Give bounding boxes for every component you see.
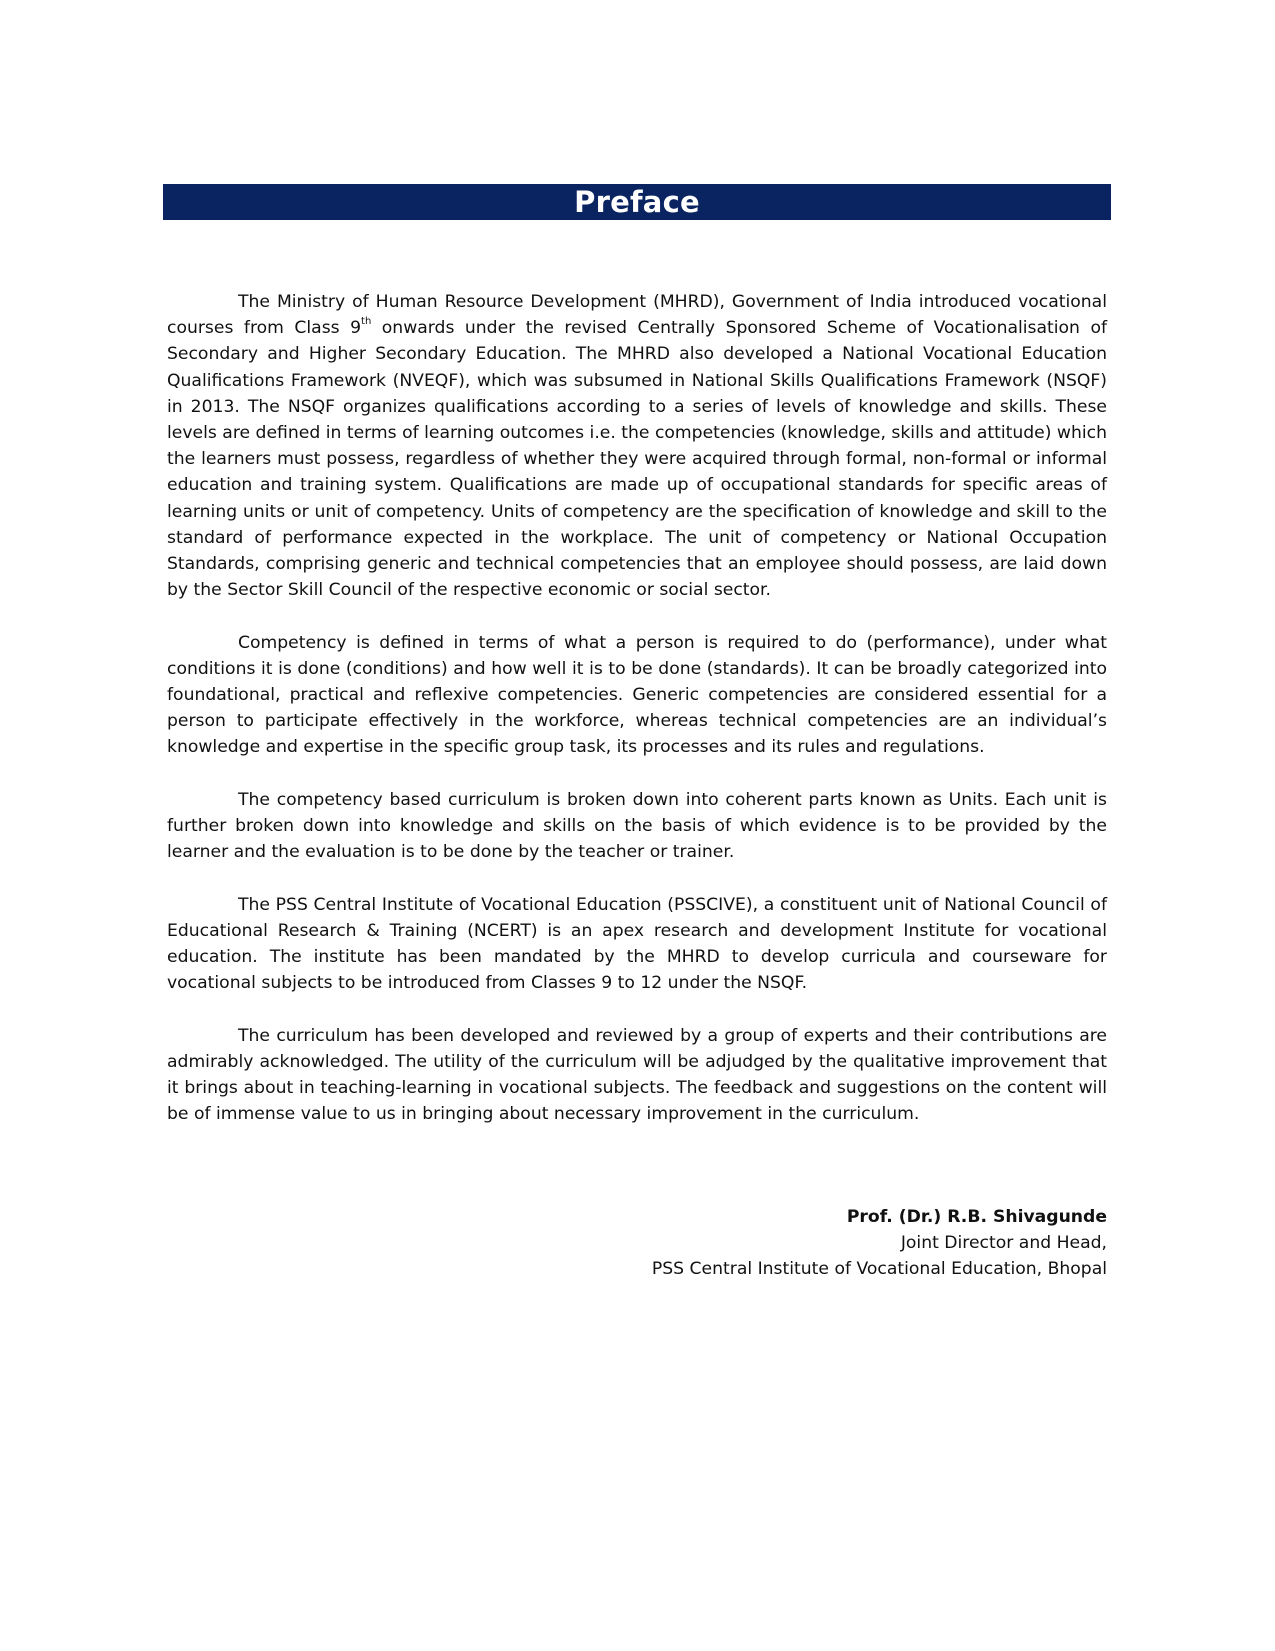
paragraph-3: The competency based curriculum is broken down into coherent parts known as Units. Each unit is further broken down into knowledge and skills on the basis of which evidence is to be provided by the learner and the evaluation is to be done by the teacher or trainer.	[167, 789, 1107, 863]
paragraph-1	[167, 289, 1107, 603]
paragraph-4: The PSS Central Institute of Vocational Education (PSSCIVE), a constituent unit of National Council of Educational Research & Training (NCERT) is an apex research and development Institute for vocational education. The institute has been mandated by the MHRD to develop curricula and courseware for vocational subjects to be introduced from Classes 9 to 12 under the NSQF.	[167, 894, 1107, 994]
paragraph-1-text-end: onwards under the revised Centrally Sponsored Scheme of Vocationalisation of Secondary and Higher Secondary Education. The MHRD also developed a National Vocational Education Qualifications Framework (NVEQF), which was subsumed in National Skills Qualifications Framework (NSQF) in 2013. The NSQF organizes qualifications according to a series of levels of knowledge and skills. These levels are defined in terms of learning outcomes i.e. the competencies (knowledge, skills and attitude) which the learners must possess, regardless of whether they were acquired through formal, non-formal or informal education and training system. Qualifications are made up of occupational standards for specific areas of learning units or unit of competency. Units of competency are the specification of knowledge and skill to the standard of performance expected in the workplace. The unit of competency or National Occupation Standards, comprising generic and technical competencies that an employee should possess, are laid down by the Sector Skill Council of the respective economic or social sector.	[167, 318, 1108, 601]
signatory-designation: Joint Director and Head,	[900, 1233, 1107, 1254]
paragraph-5: The curriculum has been developed and reviewed by a group of experts and their contributions are admirably acknowledged. The utility of the curriculum will be adjudged by the qualitative improvement that it brings about in teaching-learning in vocational subjects. The feedback and suggestions on the content will be of immense value to us in bringing about necessary improvement in the curriculum.	[167, 1025, 1107, 1125]
paragraph-1-text-start: The Ministry of Human Resource Development (MHRD), Government of India introduced vocational courses from Class 9	[167, 292, 1107, 339]
preface-body	[167, 289, 1107, 1154]
paragraph-2: Competency is defined in terms of what a person is required to do (performance), under what conditions it is done (conditions) and how well it is to be done (standards). It can be broadly categorized into foundational, practical and reflexive competencies. Generic competencies are considered essential for a person to participate effectively in the workforce, whereas technical competencies are an individual’s knowledge and expertise in the specific group task, its processes and its rules and regulations.	[167, 632, 1107, 758]
signatory-name: Prof. (Dr.) R.B. Shivagunde	[846, 1207, 1107, 1227]
superscript-th: th	[361, 316, 372, 328]
page-title: Preface	[163, 184, 1111, 220]
signature-block	[560, 1204, 1107, 1283]
signatory-institute: PSS Central Institute of Vocational Education, Bhopal	[651, 1259, 1107, 1280]
